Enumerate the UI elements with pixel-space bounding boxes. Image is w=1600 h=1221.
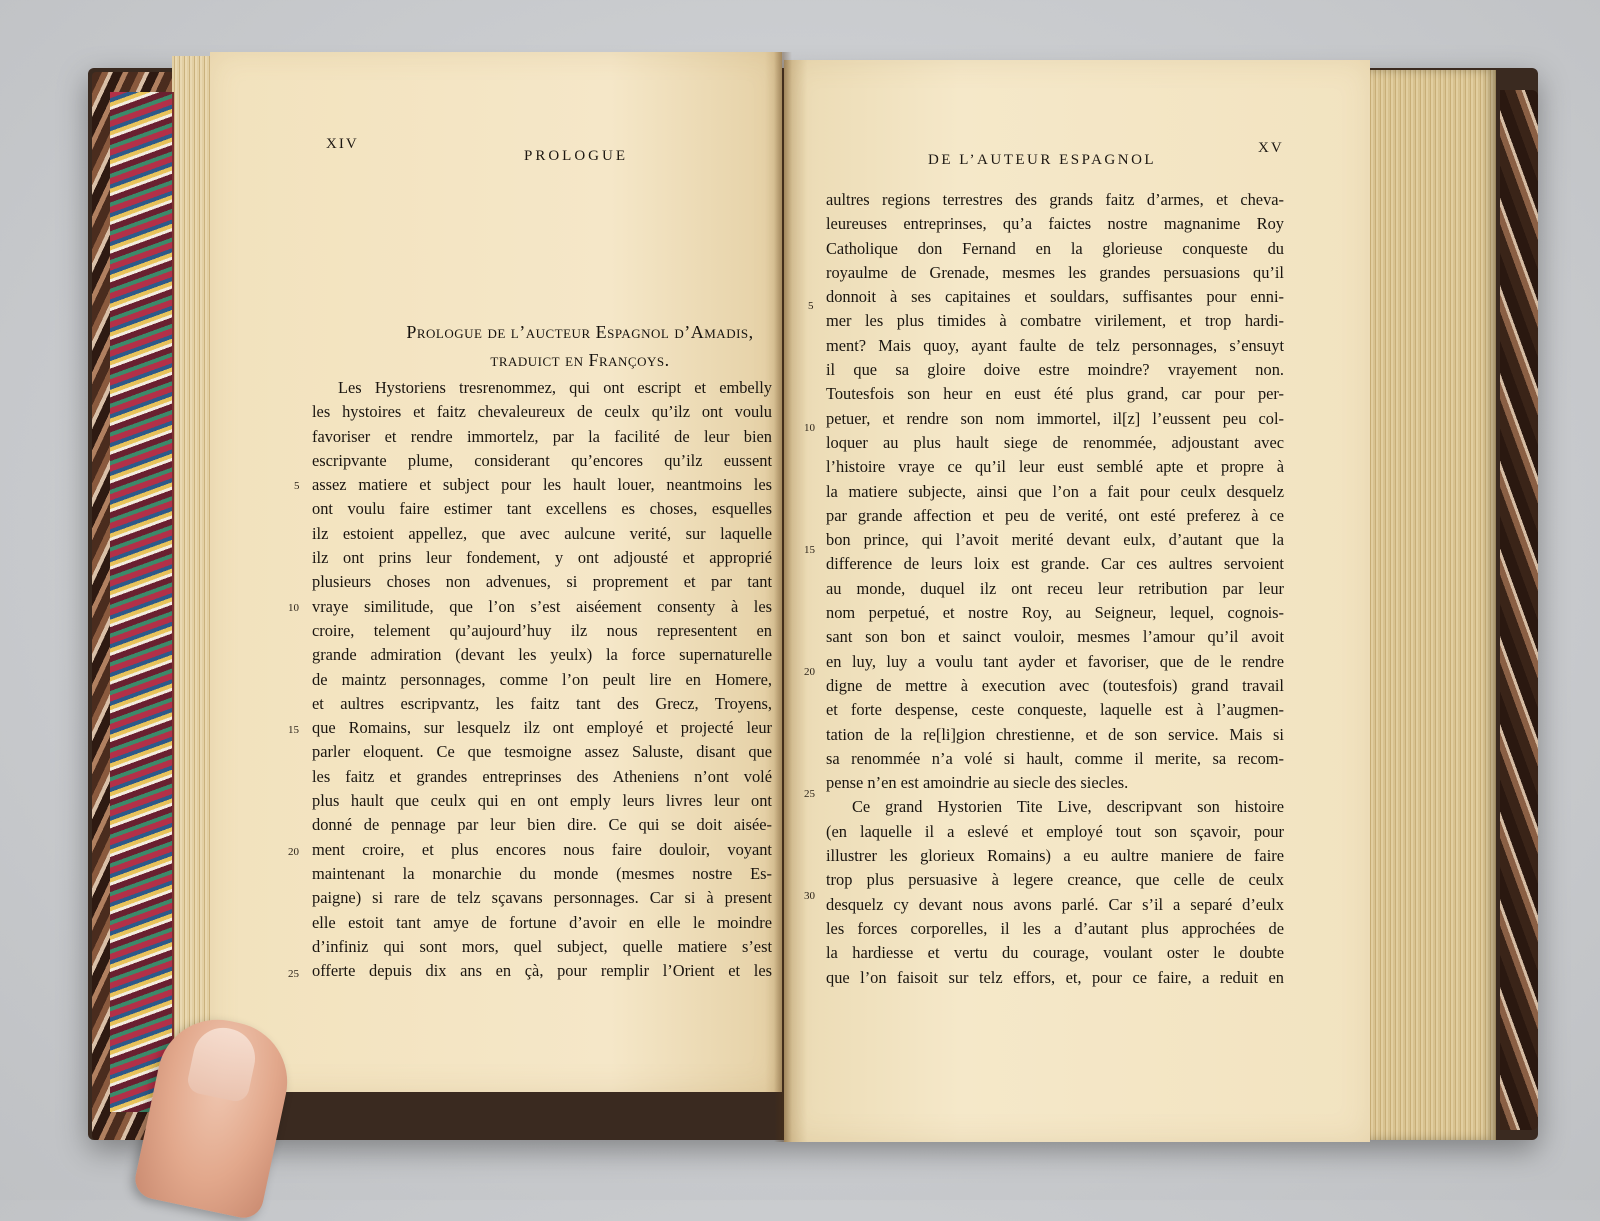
text-line: Les Hystoriens tresrenommez, qui ont escript et embelly: [338, 378, 772, 397]
text-line: parler eloquent. Ce que tesmoigne assez Saluste, disant que: [312, 742, 772, 762]
text-line: les faitz et grandes entreprinses des Atheniens n’ont volé: [312, 766, 772, 786]
left-page-number: XIV: [326, 136, 359, 152]
line-number: 5: [294, 480, 300, 492]
text-line: difference de leurs loix est grande. Car ces aultres servoient: [826, 554, 1284, 574]
prologue-title-line-1: Prologue de l’aucteur Espagnol d’Amadis,: [406, 322, 754, 342]
text-line: illustrer les glorieux Romains) a eu aultre maniere de faire: [826, 846, 1284, 866]
text-line: ilz estoient appellez, que avec aulcune verité, sur laquelle: [312, 523, 772, 543]
line-number: 10: [288, 602, 299, 614]
text-line: d’infiniz qui sont mors, quel subject, quelle matiere s’est: [312, 936, 772, 956]
page-edges-right: [1368, 70, 1496, 1140]
line-number: 15: [288, 724, 299, 736]
text-line: ont voulu faire estimer tant excellens es choses, esquelles: [312, 499, 772, 519]
text-line: leureuses entreprinses, qu’a faictes nostre magnanime Roy: [826, 214, 1284, 234]
text-line: la matiere subjecte, ainsi que l’on a fait pour ceulx desquelz: [826, 481, 1284, 501]
text-line: Toutesfois son heur en eust été plus grand, car pour per-: [826, 384, 1284, 404]
text-line: tation de la re[li]gion chrestienne, et de son service. Mais si: [826, 724, 1284, 744]
text-line: grande admiration (devant les yeulx) la force supernaturelle: [312, 645, 772, 665]
text-line: ment? Mais quoy, ayant faulte de telz personnages, s’ensuyt: [826, 335, 1284, 355]
text-line: favoriser et rendre immortelz, par la facilité de leur bien: [312, 426, 772, 446]
text-line: croire, telement qu’aujourd’huy ilz nous representent en: [312, 620, 772, 640]
text-line: aultres regions terrestres des grands faitz d’armes, et cheva-: [826, 190, 1284, 209]
book-gutter: [774, 52, 792, 1142]
text-line: l’histoire vraye ce qu’il leur eust semblé apte et propre à: [826, 457, 1284, 477]
text-line: sa renommée n’a volé si hault, comme il merite, sa recom-: [826, 748, 1284, 768]
text-line: elle estoit tant amye de fortune d’avoir en elle le moindre: [312, 912, 772, 932]
text-line: sant son bon et sainct vouloir, mesmes l’amour qu’il avoit: [826, 627, 1284, 647]
line-number: 25: [804, 788, 815, 800]
line-number: 30: [804, 890, 815, 902]
text-line: Ce grand Hystorien Tite Live, descripvant son histoire: [852, 797, 1284, 817]
line-number: 5: [808, 300, 814, 312]
text-line: maintenant la monarchie du monde (mesmes nostre Es-: [312, 863, 772, 883]
text-line: de maintz personnages, comme l’on peult lire en Homere,: [312, 669, 772, 689]
line-number: 25: [288, 968, 299, 980]
text-line: vraye similitude, que l’on s’est aiséement consenty à les: [312, 596, 772, 616]
text-line: loquer au plus hault siege de renommée, adjoustant avec: [826, 432, 1284, 452]
text-line: donné de pennage par leur bien dire. Ce qui se doit aisée-: [312, 815, 772, 835]
right-page-number: XV: [1258, 140, 1284, 156]
text-line: plusieurs choses non advenues, si proprement et par tant: [312, 572, 772, 592]
right-page-body: [826, 188, 1284, 990]
text-line: par grande affection et peu de verité, ont esté preferez à ce: [826, 505, 1284, 525]
text-line: nom perpetué, et nostre Roy, au Seigneur, lequel, cognois-: [826, 603, 1284, 623]
line-number: 15: [804, 544, 815, 556]
text-line: desquelz cy devant nous avons parlé. Car s’il a separé d’eulx: [826, 894, 1284, 914]
prologue-title-line-2: traduict en Françoys.: [490, 350, 670, 370]
text-line: que Romains, sur lesquelz ilz ont employé et projecté leur: [312, 718, 772, 738]
text-line: escripvante plume, considerant qu’encores qu’ilz eussent: [312, 450, 772, 470]
marbled-endpaper: [110, 92, 174, 1112]
text-line: ilz ont prins leur fondement, y ont adjousté et approprié: [312, 548, 772, 568]
marbled-cover-right: [1500, 90, 1538, 1130]
text-line: pense n’en est amoindrie au siecle des siecles.: [826, 773, 1129, 793]
left-page-body: [312, 376, 772, 983]
text-line: petuer, et rendre son nom immortel, il[z] l’eussent peu col-: [826, 408, 1284, 428]
text-line: donnoit à ses capitaines et souldars, suffisantes pour enni-: [826, 287, 1284, 307]
line-number: 20: [288, 846, 299, 858]
line-number: 20: [804, 666, 815, 678]
text-line: la hardiesse et vertu du courage, voulant oster le doubte: [826, 943, 1284, 963]
right-running-head: DE L’AUTEUR ESPAGNOL: [928, 152, 1157, 168]
text-line: ment croire, et plus encores nous faire douloir, voyant: [312, 839, 772, 859]
text-line: royaulme de Grenade, mesmes les grandes persuasions qu’il: [826, 262, 1284, 282]
text-line: digne de mettre à execution avec (toutesfois) grand travail: [826, 675, 1284, 695]
line-number: 10: [804, 422, 815, 434]
text-line: les forces corporelles, il les a d’autant plus approchées de: [826, 918, 1284, 938]
prologue-title: [360, 318, 800, 374]
text-line: que l’on faisoit sur telz effors, et, pour ce faire, a reduit en: [826, 967, 1284, 987]
text-line: mer les plus timides à combatre virilement, et trop hardi-: [826, 311, 1284, 331]
text-line: offerte depuis dix ans en çà, pour remplir l’Orient et les: [312, 961, 772, 981]
text-line: trop plus persuasive à legere creance, que celle de ceulx: [826, 870, 1284, 890]
text-line: et aultres escripvantz, les faitz tant des Grecz, Troyens,: [312, 693, 772, 713]
text-line: plus hault que ceulx qui en ont emply leurs livres leur ont: [312, 791, 772, 811]
text-line: et forte despense, ceste conqueste, laquelle est à l’augmen-: [826, 700, 1284, 720]
text-line: les hystoires et faitz chevaleureux de ceulx qu’ilz ont voulu: [312, 402, 772, 422]
text-line: bon prince, qui l’avoit merité devant eulx, d’autant que la: [826, 530, 1284, 550]
text-line: assez matiere et subject pour les hault louer, neantmoins les: [312, 475, 772, 495]
text-line: en luy, luy a voulu tant ayder et favoriser, que de le rendre: [826, 651, 1284, 671]
left-running-head: PROLOGUE: [524, 148, 629, 164]
text-line: (en laquelle il a eslevé et employé tout son sçavoir, pour: [826, 821, 1284, 841]
text-line: au monde, duquel ilz ont receu leur retribution par leur: [826, 578, 1284, 598]
text-line: il que sa gloire doive estre moindre? vrayement non.: [826, 360, 1284, 380]
text-line: Catholique don Fernand en la glorieuse conqueste du: [826, 238, 1284, 258]
text-line: paigne) si rare de telz sçavans personnages. Car si à present: [312, 888, 772, 908]
